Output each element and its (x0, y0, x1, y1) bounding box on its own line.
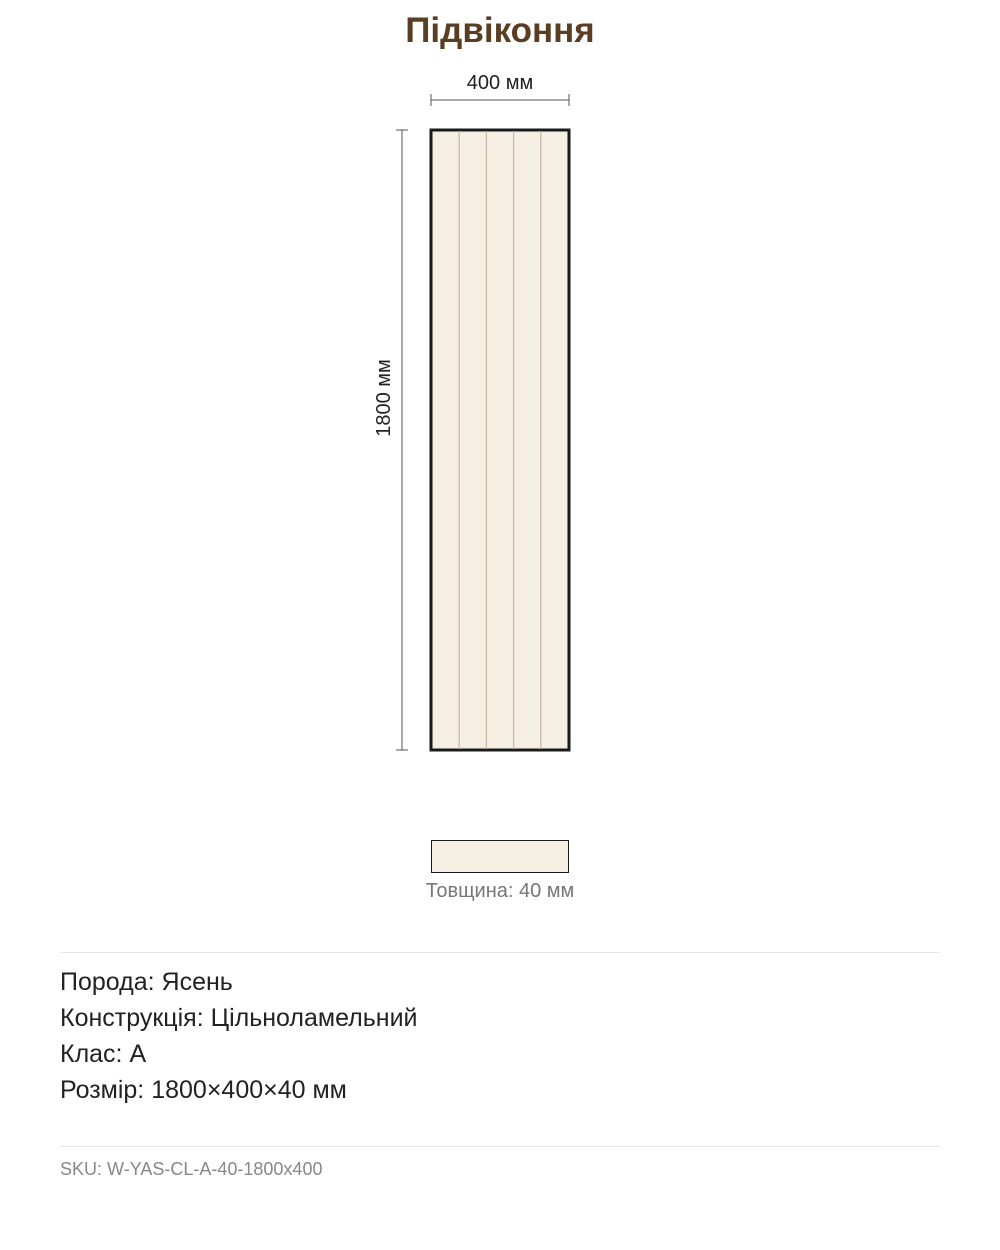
spec-species-value: Ясень (161, 968, 233, 996)
spec-size-label: Розмір: (60, 1076, 145, 1104)
page-title: Підвіконня (405, 11, 595, 50)
spec-construction (60, 1000, 418, 1036)
spec-grade-value: A (129, 1040, 147, 1068)
spec-grade-label: Клас: (60, 1040, 123, 1068)
sku-value: W-YAS-CL-A-40-1800x400 (107, 1159, 323, 1179)
spec-size-value: 1800×400×40 мм (151, 1076, 347, 1104)
width-dimension-label: 400 мм (466, 72, 534, 94)
thickness-cross-section (432, 841, 569, 873)
sku-label: SKU: (60, 1159, 103, 1179)
spec-construction-label: Конструкція: (60, 1004, 204, 1032)
spec-list (60, 964, 418, 1108)
divider-top (60, 952, 940, 953)
sku-line (60, 1158, 322, 1180)
height-dimension-label: 1800 мм (373, 359, 395, 437)
spec-species-label: Порода: (60, 968, 155, 996)
width-dimension-line (431, 94, 569, 106)
thickness-label: Товщина: 40 мм (425, 880, 575, 902)
sill-board-outline (431, 130, 569, 750)
sill-board-top-view (431, 130, 569, 750)
spec-grade (60, 1036, 418, 1072)
divider-bottom (60, 1146, 940, 1147)
spec-species (60, 964, 418, 1000)
spec-size (60, 1072, 418, 1108)
height-dimension-line (396, 130, 408, 750)
spec-construction-value: Цільноламельний (210, 1004, 418, 1032)
